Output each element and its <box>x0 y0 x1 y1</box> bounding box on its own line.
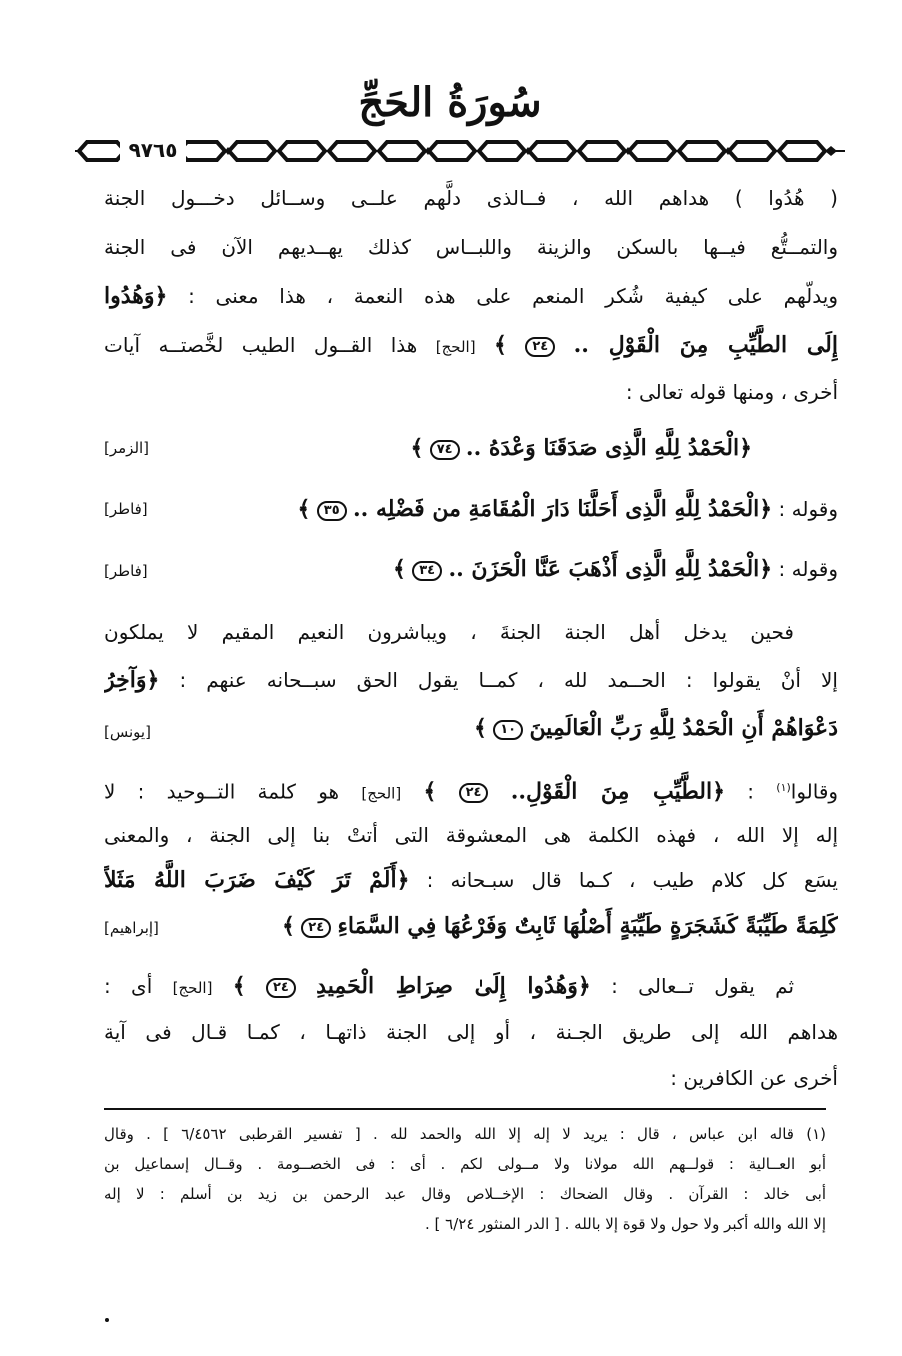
footnote-line: إلا الله والله أكبر ولا حول ولا قوة إلا بالله . [ الدر المنثور ٦/٢٤ ] . <box>425 1215 826 1233</box>
body-line: أخرى عن الكافرين : <box>670 1066 838 1090</box>
quran-text: دَعْوَاهُمْ أَنِ الْحَمْدُ لِلَّهِ رَبِّ الْعَالَمِينَ <box>529 715 838 741</box>
verse-number: ٢٤ <box>525 337 555 357</box>
quran-text: ﴿الطَّيِّبِ مِنَ الْقَوْلِ.. <box>510 778 725 805</box>
quran-line: دَعْوَاهُمْ أَنِ الْحَمْدُ لِلَّهِ رَبِّ الْعَالَمِينَ ١٠ ﴾ <box>473 715 838 741</box>
quran-text: ﴿وَهُدُوا <box>104 283 168 309</box>
body-line <box>104 276 838 316</box>
body-line: أخرى ، ومنها قوله تعالى : <box>625 380 838 404</box>
quran-line: ﴿الْحَمْدُ لِلَّهِ الَّذِى صَدَقَنَا وَعْدَهُ .. ٧٤ ﴾ <box>410 435 752 461</box>
surah-reference: [الحج] <box>361 784 402 803</box>
footnote-line: أبو العــالية : قولــهم الله مولانا ولا مــولى لكم . أى : فى الخصــومة . وقــال إسماعيل بن <box>104 1155 826 1173</box>
body-text: أى : <box>104 974 153 998</box>
verse-number: ٢٤ <box>266 978 296 998</box>
verse-number: ١٠ <box>493 720 523 740</box>
verse-number: ٧٤ <box>430 440 460 460</box>
body-line <box>104 860 838 900</box>
quran-text: ﴿الْحَمْدُ لِلَّهِ الَّذِى أَذْهَبَ عَنَّا الْحَزَنَ .. <box>448 556 773 582</box>
body-line: ( هُدُوا ) هداهم الله ، فــالذى دلَّهم علــى وســائل دخـــول الجنة <box>104 186 838 210</box>
body-line: هداهم الله إلى طريق الجـنة ، أو إلى الجنة ذاتهـا ، كمـا قـال فى آية <box>104 1020 838 1044</box>
surah-reference: [الزمر] <box>104 439 150 457</box>
verse-number: ٢٤ <box>459 783 489 803</box>
surah-reference: [إبراهيم] <box>104 919 159 937</box>
quran-line: كَلِمَةً طَيِّبَةً كَشَجَرَةٍ طَيِّبَةٍ أَصْلُهَا ثَابِتٌ وَفَرْعُهَا فِي السَّمَاءِ ٢٤ ﴾ <box>282 913 838 939</box>
surah-reference: [فاطر] <box>104 500 148 518</box>
body-line: فحين يدخل أهل الجنة الجنةَ ، ويباشرون النعيم المقيم لا يملكون <box>104 620 794 644</box>
quran-text: ﴿وَهُدُوا إِلَىٰ صِرَاطِ الْحَمِيدِ <box>316 973 591 999</box>
body-text: هو كلمة التــوحيد : لا <box>104 779 340 804</box>
quran-text: ﴿الْحَمْدُ لِلَّهِ الَّذِى أَحَلَّنَا دَارَ الْمُقَامَةِ من فَضْلِه .. <box>353 496 773 522</box>
quran-text: ﴿الْحَمْدُ لِلَّهِ الَّذِى صَدَقَنَا وَعْدَهُ .. <box>465 435 752 461</box>
body-line <box>104 660 838 700</box>
quran-line: وقوله : ﴿الْحَمْدُ لِلَّهِ الَّذِى أَذْهَبَ عَنَّا الْحَزَنَ .. ٣٤ ﴾ <box>392 556 838 582</box>
body-text: : <box>747 779 754 804</box>
footnote-divider <box>104 1108 826 1110</box>
body-line: ثم يقول تــعالى : ﴿وَهُدُوا إِلَىٰ صِرَاطِ الْحَمِيدِ ٢٤ ﴾ [الحج] أى : <box>104 973 794 999</box>
body-text: وقالوا <box>790 779 838 804</box>
quran-text: إِلَى الطَّيِّبِ مِنَ الْقَوْلِ .. <box>573 332 838 358</box>
verse-number: ٢٤ <box>301 918 331 938</box>
footnote-marker: (١) <box>776 781 791 794</box>
body-text: ويدلّهم على كيفية شُكر المنعم على هذه النعمة ، هذا معنى : <box>188 284 838 308</box>
surah-reference: [يونس] <box>104 723 151 741</box>
body-text: يسَع كل كلام طيب ، كـما قال سبـحانه : <box>426 868 838 892</box>
surah-reference: [فاطر] <box>104 562 148 580</box>
body-text: وقوله : <box>778 557 838 581</box>
body-line: وقالوا$^{(١)}$ : ﴿الطَّيِّبِ مِنَ الْقَوْلِ.. ٢٤ ﴾ [الحج] هو كلمة التــوحيد : لا <box>104 778 838 805</box>
verse-number: ٣٤ <box>412 561 442 581</box>
footnote-line: (١) قاله ابن عباس ، قال : يريد لا إله إلا الله والحمد لله . [ تفسير القرطبى ٦/٤٥٦٢ ] . وقال <box>104 1125 826 1143</box>
quran-text: ﴿أَلَمْ تَرَ كَيْفَ ضَرَبَ اللَّهُ مَثَلاً <box>104 867 410 893</box>
speck <box>105 1318 109 1322</box>
body-text: إلا أنْ يقولوا : الحــمد لله ، كمــا يقول الحق سبــحانه عنهم : <box>179 668 838 692</box>
body-text: هذا القــول الطيب لخَّصتــه آيات <box>104 333 418 357</box>
body-line: إله إلا الله ، فهذه الكلمة هى المعشوقة التى أتتْ بنا إلى الجنة ، والمعنى <box>104 823 838 847</box>
footnote-line: أبى خالد : القرآن . وقال الضحاك : الإخــلاص وقال عبد الرحمن بن زيد بن أسلم : لا إله <box>104 1185 826 1203</box>
body-text: وقوله : <box>778 497 838 521</box>
body-line: والتمــتُّع فيــها بالسكن والزينة واللبــاس كذلك يهــديهم الآن فى الجنة <box>104 235 838 259</box>
surah-reference: [الحج] <box>435 338 476 356</box>
quran-text: كَلِمَةً طَيِّبَةً كَشَجَرَةٍ طَيِّبَةٍ أَصْلُهَا ثَابِتٌ وَفَرْعُهَا فِي السَّمَاءِ <box>337 913 838 939</box>
quran-line: وقوله : ﴿الْحَمْدُ لِلَّهِ الَّذِى أَحَلَّنَا دَارَ الْمُقَامَةِ من فَضْلِه .. ٣٥ ﴾ <box>297 496 838 522</box>
body-text: ثم يقول تــعالى : <box>611 974 794 998</box>
surah-reference: [الحج] <box>172 979 213 997</box>
quran-text: ﴿وَآخِرُ <box>104 667 160 693</box>
verse-number: ٣٥ <box>317 501 347 521</box>
page-number: ٩٧٦٥ <box>120 138 186 162</box>
surah-title: سُورَةُ الحَجِّ <box>358 79 542 126</box>
ornament-border <box>75 138 845 164</box>
body-line: إِلَى الطَّيِّبِ مِنَ الْقَوْلِ .. ٢٤ ﴾ [الحج] هذا القــول الطيب لخَّصتــه آيات <box>104 332 838 358</box>
